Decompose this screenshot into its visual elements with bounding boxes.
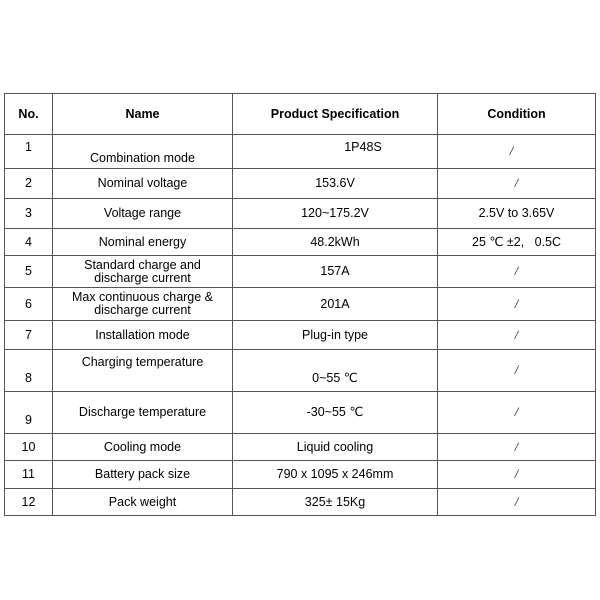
row-spec: 120~175.2V — [233, 199, 438, 229]
row-condition: / — [438, 461, 596, 489]
row-spec: 325± 15Kg — [233, 489, 438, 516]
row-name: Nominal energy — [53, 229, 233, 256]
row-condition: / — [438, 256, 596, 288]
row-no: 4 — [5, 229, 53, 256]
row-name: Discharge temperature — [53, 392, 233, 434]
table-row — [5, 135, 596, 169]
row-no: 11 — [5, 461, 53, 489]
row-condition: 25 ℃ ±2, 0.5C — [438, 229, 596, 256]
row-condition: 2.5V to 3.65V — [438, 199, 596, 229]
row-condition: / — [438, 169, 596, 199]
table-header-row — [5, 94, 596, 135]
row-spec: 1P48S — [233, 135, 438, 169]
table-row — [5, 256, 596, 288]
row-no: 6 — [5, 288, 53, 321]
row-condition: / — [438, 321, 596, 350]
row-spec: Plug-in type — [233, 321, 438, 350]
row-spec: -30~55 ℃ — [233, 392, 438, 434]
row-condition: / — [438, 135, 596, 169]
row-no: 9 — [5, 392, 53, 434]
row-no: 3 — [5, 199, 53, 229]
row-name: Battery pack size — [53, 461, 233, 489]
table-row — [5, 321, 596, 350]
row-spec: 157A — [233, 256, 438, 288]
row-no: 5 — [5, 256, 53, 288]
row-condition: / — [438, 392, 596, 434]
table-row — [5, 350, 596, 392]
row-name: Cooling mode — [53, 434, 233, 461]
row-condition: / — [438, 288, 596, 321]
row-spec: 48.2kWh — [233, 229, 438, 256]
table-row — [5, 434, 596, 461]
row-no: 1 — [5, 135, 53, 169]
row-spec: Liquid cooling — [233, 434, 438, 461]
row-name: Voltage range — [53, 199, 233, 229]
header-spec: Product Specification — [233, 94, 438, 135]
header-no: No. — [5, 94, 53, 135]
row-spec: 790 x 1095 x 246mm — [233, 461, 438, 489]
row-spec: 0~55 ℃ — [233, 350, 438, 392]
row-name: Pack weight — [53, 489, 233, 516]
table-row — [5, 288, 596, 321]
row-no: 2 — [5, 169, 53, 199]
header-condition: Condition — [438, 94, 596, 135]
row-spec: 153.6V — [233, 169, 438, 199]
row-no: 8 — [5, 350, 53, 392]
row-condition: / — [438, 434, 596, 461]
row-no: 10 — [5, 434, 53, 461]
table-row — [5, 392, 596, 434]
table-row — [5, 229, 596, 256]
row-no: 7 — [5, 321, 53, 350]
row-name: Nominal voltage — [53, 169, 233, 199]
row-condition: / — [438, 350, 596, 392]
specification-table — [4, 93, 596, 516]
row-name: Max continuous charge & discharge current — [53, 288, 233, 321]
row-name: Combination mode — [53, 135, 233, 169]
row-name: Installation mode — [53, 321, 233, 350]
header-name: Name — [53, 94, 233, 135]
table-row — [5, 461, 596, 489]
row-name: Charging temperature — [53, 350, 233, 392]
table-row — [5, 489, 596, 516]
row-condition: / — [438, 489, 596, 516]
row-no: 12 — [5, 489, 53, 516]
table-row — [5, 199, 596, 229]
row-spec: 201A — [233, 288, 438, 321]
table-row — [5, 169, 596, 199]
row-name: Standard charge and discharge current — [53, 256, 233, 288]
